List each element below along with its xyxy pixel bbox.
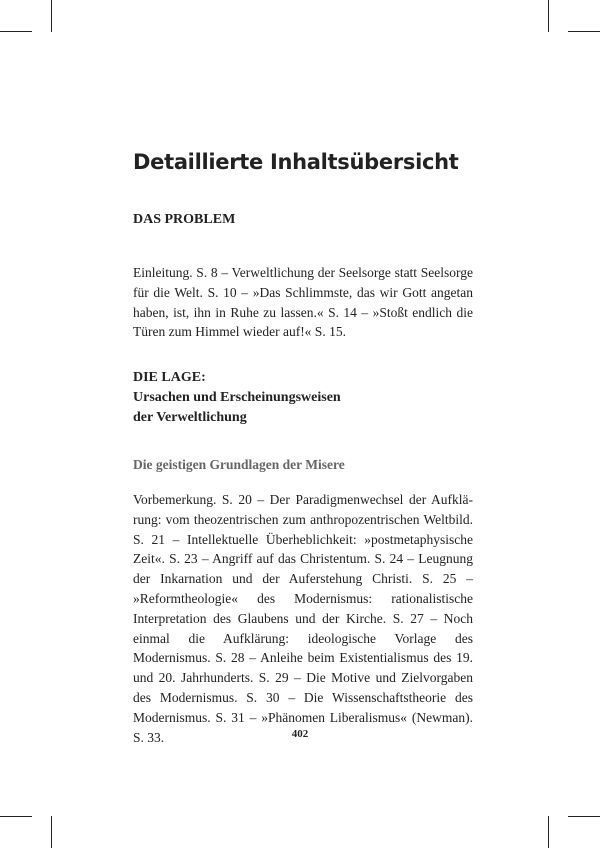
page-title: Detaillierte Inhaltsübersicht xyxy=(133,150,459,174)
crop-mark-top-right-horizontal xyxy=(568,31,600,32)
crop-mark-top-right-vertical xyxy=(548,0,549,32)
crop-mark-top-left-vertical xyxy=(51,0,52,32)
section-heading-lage-line3: der Verweltlichung xyxy=(133,410,247,425)
section-heading-lage-line1: DIE LAGE: xyxy=(133,370,206,385)
crop-mark-top-left-horizontal xyxy=(0,31,32,32)
crop-mark-bottom-left-horizontal xyxy=(0,816,32,817)
subheading-geistige-grundlagen: Die geistigen Grundlagen der Misere xyxy=(133,457,345,472)
paragraph-lage: Vorbemerkung. S. 20 – Der Paradigmenwechsel der Aufklärung: vom theozentrischen zum anthropozentrischen Weltbild. S. 21 – Intellektuelle Überheblichkeit: »postmetaphysische Zeit«. S. 23 – Angriff auf das Christentum. S. 24 – Leugnung der Inkarnation und der Auferstehung Christi. S. 25 – »Reformtheologie« des Modernismus: rationalistische Interpretation des Glaubens und der Kirche. S. 27 – Noch einmal die Aufklärung: ideologische Vorlage des Modernismus. S. 28 – Anleihe beim Existentialismus des 19. und 20. Jahrhunderts. S. 29 – Die Motive und Zielvorgaben des Modernismus. S. 30 – Die Wissenschaftstheorie des Modernismus. S. 31 – »Phänomen Liberalismus« (Newman). S. 33. xyxy=(133,492,473,745)
section-heading-problem: DAS PROBLEM xyxy=(133,212,236,227)
section-heading-lage-line2: Ursachen und Erscheinungsweisen xyxy=(133,390,341,405)
page-number: 402 xyxy=(291,728,309,740)
crop-mark-bottom-right-vertical xyxy=(548,816,549,848)
crop-mark-bottom-left-vertical xyxy=(51,816,52,848)
paragraph-problem: Einleitung. S. 8 – Verweltlichung der Seelsorge statt Seelsorge für die Welt. S. 10 – »Das Schlimmste, das wir Gott angetan haben, ist, ihn in Ruhe zu lassen.« S. 14 – »Stoßt endlich die Türen zum Himmel wieder auf!« S. 15. xyxy=(133,265,473,340)
crop-mark-bottom-right-horizontal xyxy=(568,816,600,817)
section-heading-lage xyxy=(133,368,341,428)
